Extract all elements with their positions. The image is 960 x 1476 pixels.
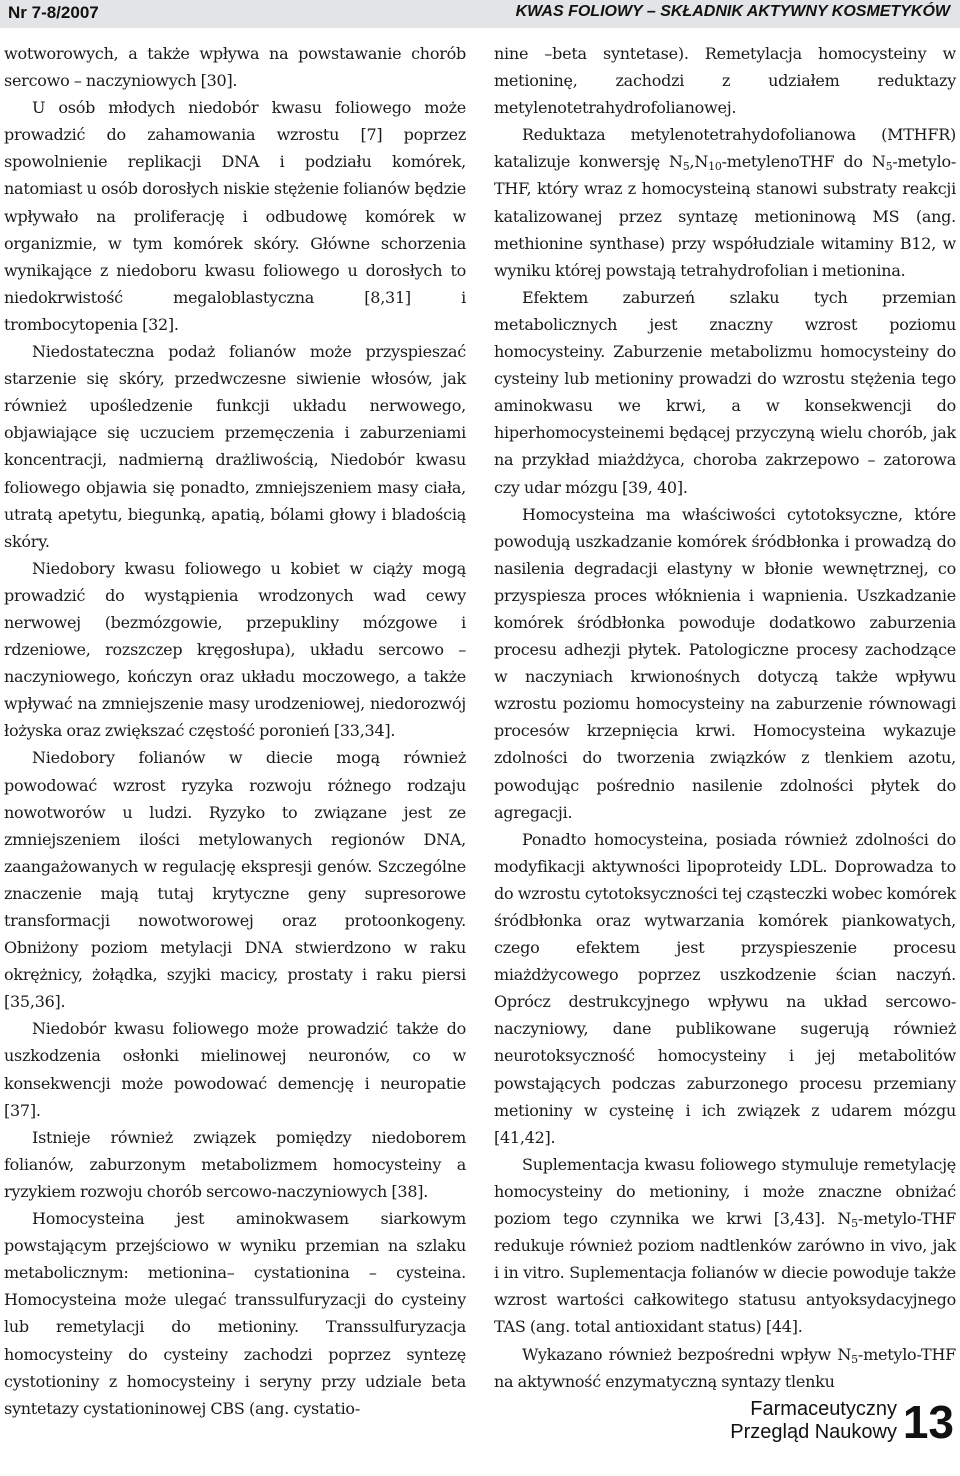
journal-name-line2: Przegląd Naukowy [730, 1421, 897, 1443]
paragraph-direct-effect: Wykazano również bezpośredni wpływ $N_5-metylo$-THF na aktywność enzymatyczną syntazy tlenku [494, 1344, 956, 1391]
paragraph: Niedobory folianów w diecie mogą również powodować wzrost ryzyka rozwoju różnego rodzaju nowotworów u ludzi. Ryzyko to związane jest ze zmniejszeniem ilości metylowanych regionów DNA, zaangażowanych w regulację ekspresji genów. Szczególne znaczenie mają tutaj krytyczne geny supresorowe transformacji nowotworowej oraz protoonkogeny. Obniżony poziom metylacji DNA stwierdzono w raku okrężnicy, żołądka, szyjki macicy, prostaty i raku piersi [35,36]. [4, 748, 466, 1012]
issue-number: Nr 7-8/2007 [8, 3, 99, 22]
paragraph: Efektem zaburzeń szlaku tych przemian metabolicznych jest znaczny wzrost poziomu homocysteiny. Zaburzenie metabolizmu homocysteiny do cysteiny lub metioniny prowadzi do wzrostu stężenia tego aminokwasu we krwi, a w konsekwencji do hiperhomocysteinemi będącej przyczyną wielu chorób, jak na przykład miażdżyca, choroba zakrzepowo – zatorowa czy udar mózgu [39, 40]. [494, 287, 956, 497]
journal-name-line1: Farmaceutyczny [750, 1398, 897, 1420]
journal-name [717, 1398, 897, 1444]
paragraph: Niedostateczna podaż folianów może przyspieszać starzenie się skóry, przedwczesne siwienie włosów, jak również upośledzenie funkcji układu nerwowego, objawiające się uczuciem przemęczenia i zaburzeniami koncentracji, nadmierną drażliwością, Niedobór kwasu foliowego objawia się ponadto, zmniejszeniem masy ciała, utratą apetytu, biegunką, apatią, bólami głowy i bladością skóry. [4, 342, 466, 551]
paragraph: Homocysteina jest aminokwasem siarkowym powstającym przejściowo w wyniku przemian na szlaku metabolicznym: metionina– cystationina – cysteina. Homocysteina może ulegać transsulfuryzacji do cysteiny lub remetylacji do metioniny. Transsulfuryzacja homocysteiny do cysteiny zachodzi poprzez syntezę cystotioniny z homocysteiny i seryny przy udziale beta syntetazy cystationinowej CBS (ang. cystatio- [4, 1209, 466, 1418]
paragraph: Homocysteina ma właściwości cytotoksyczne, które powodują uszkadzanie komórek śródbłonka i prowadzą do nasilenia degradacji elastyny w błonie wewnętrznej, co przyspiesza proces włóknienia i wapnienia. Uszkadzanie komórek śródbłonka powoduje dodatkowo zaburzenia procesu adhezji płytek. Patologiczne procesy zachodzące w naczyniach krwionośnych dotyczą także wpływu wzrostu poziomu homocysteiny na zaburzenie równowagi procesów krzepnięcia krwi. Homocysteina wykazuje zdolności do tworzenia związków z tlenkiem azotu, powodując pośrednio nasilenie zdolności płytek do agregacji. [494, 504, 956, 822]
paragraph: Istnieje również związek pomiędzy niedoborem folianów, zaburzonym metabolizmem homocysteiny a ryzykiem rozwoju chorób sercowo-naczyniowych [38]. [4, 1127, 466, 1201]
paragraph: Ponadto homocysteina, posiada również zdolności do modyfikacji aktywności lipoproteidy LDL. Doprowadza to do wzrostu cytotoksyczności tej cząsteczki wobec komórek śródbłonka oraz wytwarzania komórek piankowatych, czego efektem jest przyspieszenie procesu miażdżycowego poprzez uszkodzenie ścian naczyń. Oprócz destrukcyjnego wpływu na układ sercowo-naczyniowy, dane publikowane sugerują również neurotoksyczność homocysteiny i jej metabolitów powstających podczas zaburzonego procesu przemiany metioniny w cysteinę i ich związek z udarem mózgu [41,42]. [494, 829, 956, 1147]
paragraph-supplementation: Suplementacja kwasu foliowego stymuluje remetylację homocysteiny do metioniny, i może znaczne obniżać poziom tego czynnika we krwi [3,43]. $N_5-metylo$-THF redukuje również poziom nadtlenków zarówno in vivo, jak i in vitro. Suplementacja folianów w diecie powoduje także wzrost wartości całkowitego statusu antyoksydacyjnego TAS (ang. total antioxidant status) [44]. [494, 1154, 956, 1337]
paragraph: Niedobór kwasu foliowego może prowadzić także do uszkodzenia osłonki mielinowej neuronów, co w konsekwencji może powodować demencję i neuropatie [37]. [4, 1019, 466, 1120]
right-column [494, 40, 956, 1391]
paragraph: U osób młodych niedobór kwasu foliowego może prowadzić do zahamowania wzrostu [7] poprzez spowolnienie replikacji DNA i podziału komórek, natomiast u osób dorosłych niskie stężenie folianów będzie wpływało na proliferację i odbudowę komórek w organizmie, w tym komórek skóry. Główne schorzenia wynikające z niedoboru kwasu foliowego u dorosłych to niedokrwistość megaloblastyczna [8,31] i trombocytopenia [32]. [4, 98, 466, 334]
left-column [4, 40, 466, 1460]
page-number: 13 [902, 1396, 954, 1448]
page-header [0, 0, 960, 28]
paragraph-mthfr: Reduktaza metylenotetrahydofolianowa (MTHFR) katalizuje konwersję $N_5,N_{10}$-metylenoTHF do $N_5-metylo$-THF, który wraz z homocysteiną stanowi substraty reakcji katalizowanej przez syntazę metioninową MS (ang. methionine synthase) przy współudziale witaminy B12, w wyniku której powstają tetrahydrofolian i metionina. [494, 125, 956, 280]
paragraph: nine –beta syntetase). Remetylacja homocysteiny w metioninę, zachodzi z udziałem reduktazy metylenotetrahydrofolianowej. [494, 44, 956, 118]
paragraph: Niedobory kwasu foliowego u kobiet w ciąży mogą prowadzić do wystąpienia wrodzonych wad cewy nerwowej (bezmózgowie, przepukliny mózgowe i rdzeniowe, rozszczep kręgosłupa), układu sercowo – naczyniowego, kończyn oraz układu moczowego, a także wpływać na zmniejszenie masy urodzeniowej, niedorozwój łożyska oraz zwiększać częstość poronień [33,34]. [4, 558, 466, 741]
section-title: KWAS FOLIOWY – SKŁADNIK AKTYWNY KOSMETYKÓW [515, 3, 950, 20]
paragraph: wotworowych, a także wpływa na powstawanie chorób sercowo – naczyniowych [30]. [4, 44, 466, 91]
